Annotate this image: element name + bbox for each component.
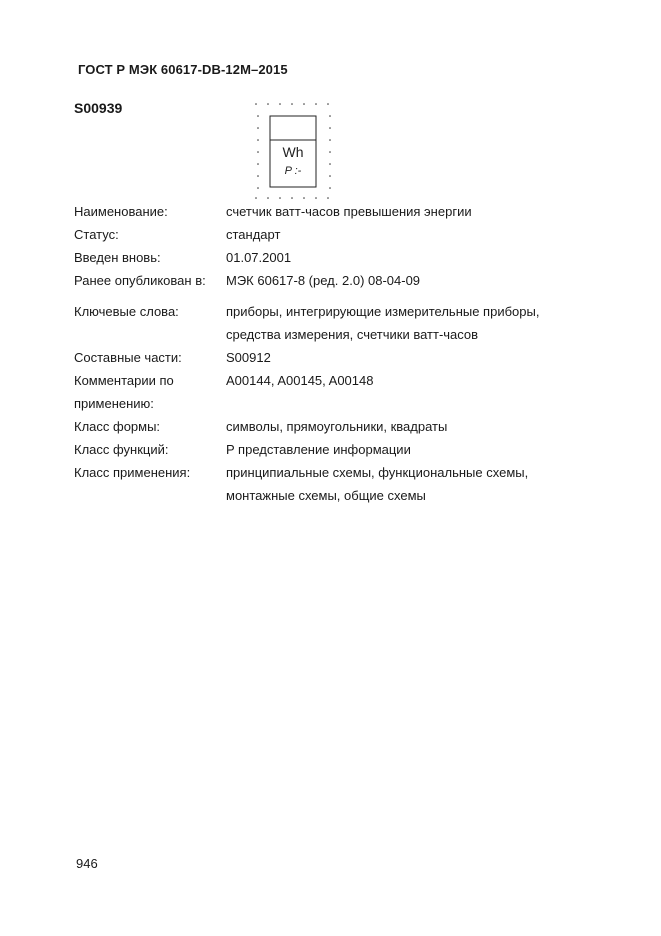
field-value: МЭК 60617-8 (ред. 2.0) 08-04-09	[226, 273, 421, 288]
field-value: S00912	[226, 350, 271, 365]
page-number: 946	[76, 856, 98, 871]
field-label: Класс формы:	[74, 419, 161, 434]
field-application-notes	[74, 369, 634, 415]
symbol-attributes	[74, 200, 634, 507]
field-value: счетчик ватт-часов превышения энергии	[226, 204, 472, 219]
field-components	[74, 346, 634, 369]
document-standard-header: ГОСТ Р МЭК 60617-DB-12M–2015	[78, 62, 288, 77]
field-status	[74, 223, 634, 246]
meter-unit-label: Wh	[282, 144, 304, 160]
field-label: Ключевые слова:	[74, 304, 179, 319]
field-application-class	[74, 461, 634, 507]
field-label: Статус:	[74, 227, 119, 242]
field-label: Класс функций:	[74, 442, 169, 457]
field-value: A00144, A00145, A00148	[226, 373, 374, 388]
field-label: Введен вновь:	[74, 250, 161, 265]
symbol-figure	[252, 99, 334, 201]
field-value: P представление информации	[226, 442, 411, 457]
field-introduced	[74, 246, 634, 269]
field-label: Наименование:	[74, 204, 168, 219]
field-function-class	[74, 438, 634, 461]
field-previously-published	[74, 269, 634, 292]
field-label: Комментарии по применению:	[74, 373, 174, 411]
field-label: Класс применения:	[74, 465, 191, 480]
symbol-code: S00939	[74, 100, 123, 116]
field-keywords	[74, 300, 634, 346]
field-name	[74, 200, 634, 223]
field-value: принципиальные схемы, функциональные схемы, монтажные схемы, общие схемы	[226, 465, 529, 503]
field-value: приборы, интегрирующие измерительные приборы, средства измерения, счетчики ватт-часов	[226, 304, 540, 342]
meter-power-label: P :-	[284, 165, 302, 177]
field-label: Составные части:	[74, 350, 182, 365]
field-shape-class	[74, 415, 634, 438]
field-value: стандарт	[226, 227, 281, 242]
field-value: символы, прямоугольники, квадраты	[226, 419, 448, 434]
field-value: 01.07.2001	[226, 250, 292, 265]
field-label: Ранее опубликован в:	[74, 273, 206, 288]
